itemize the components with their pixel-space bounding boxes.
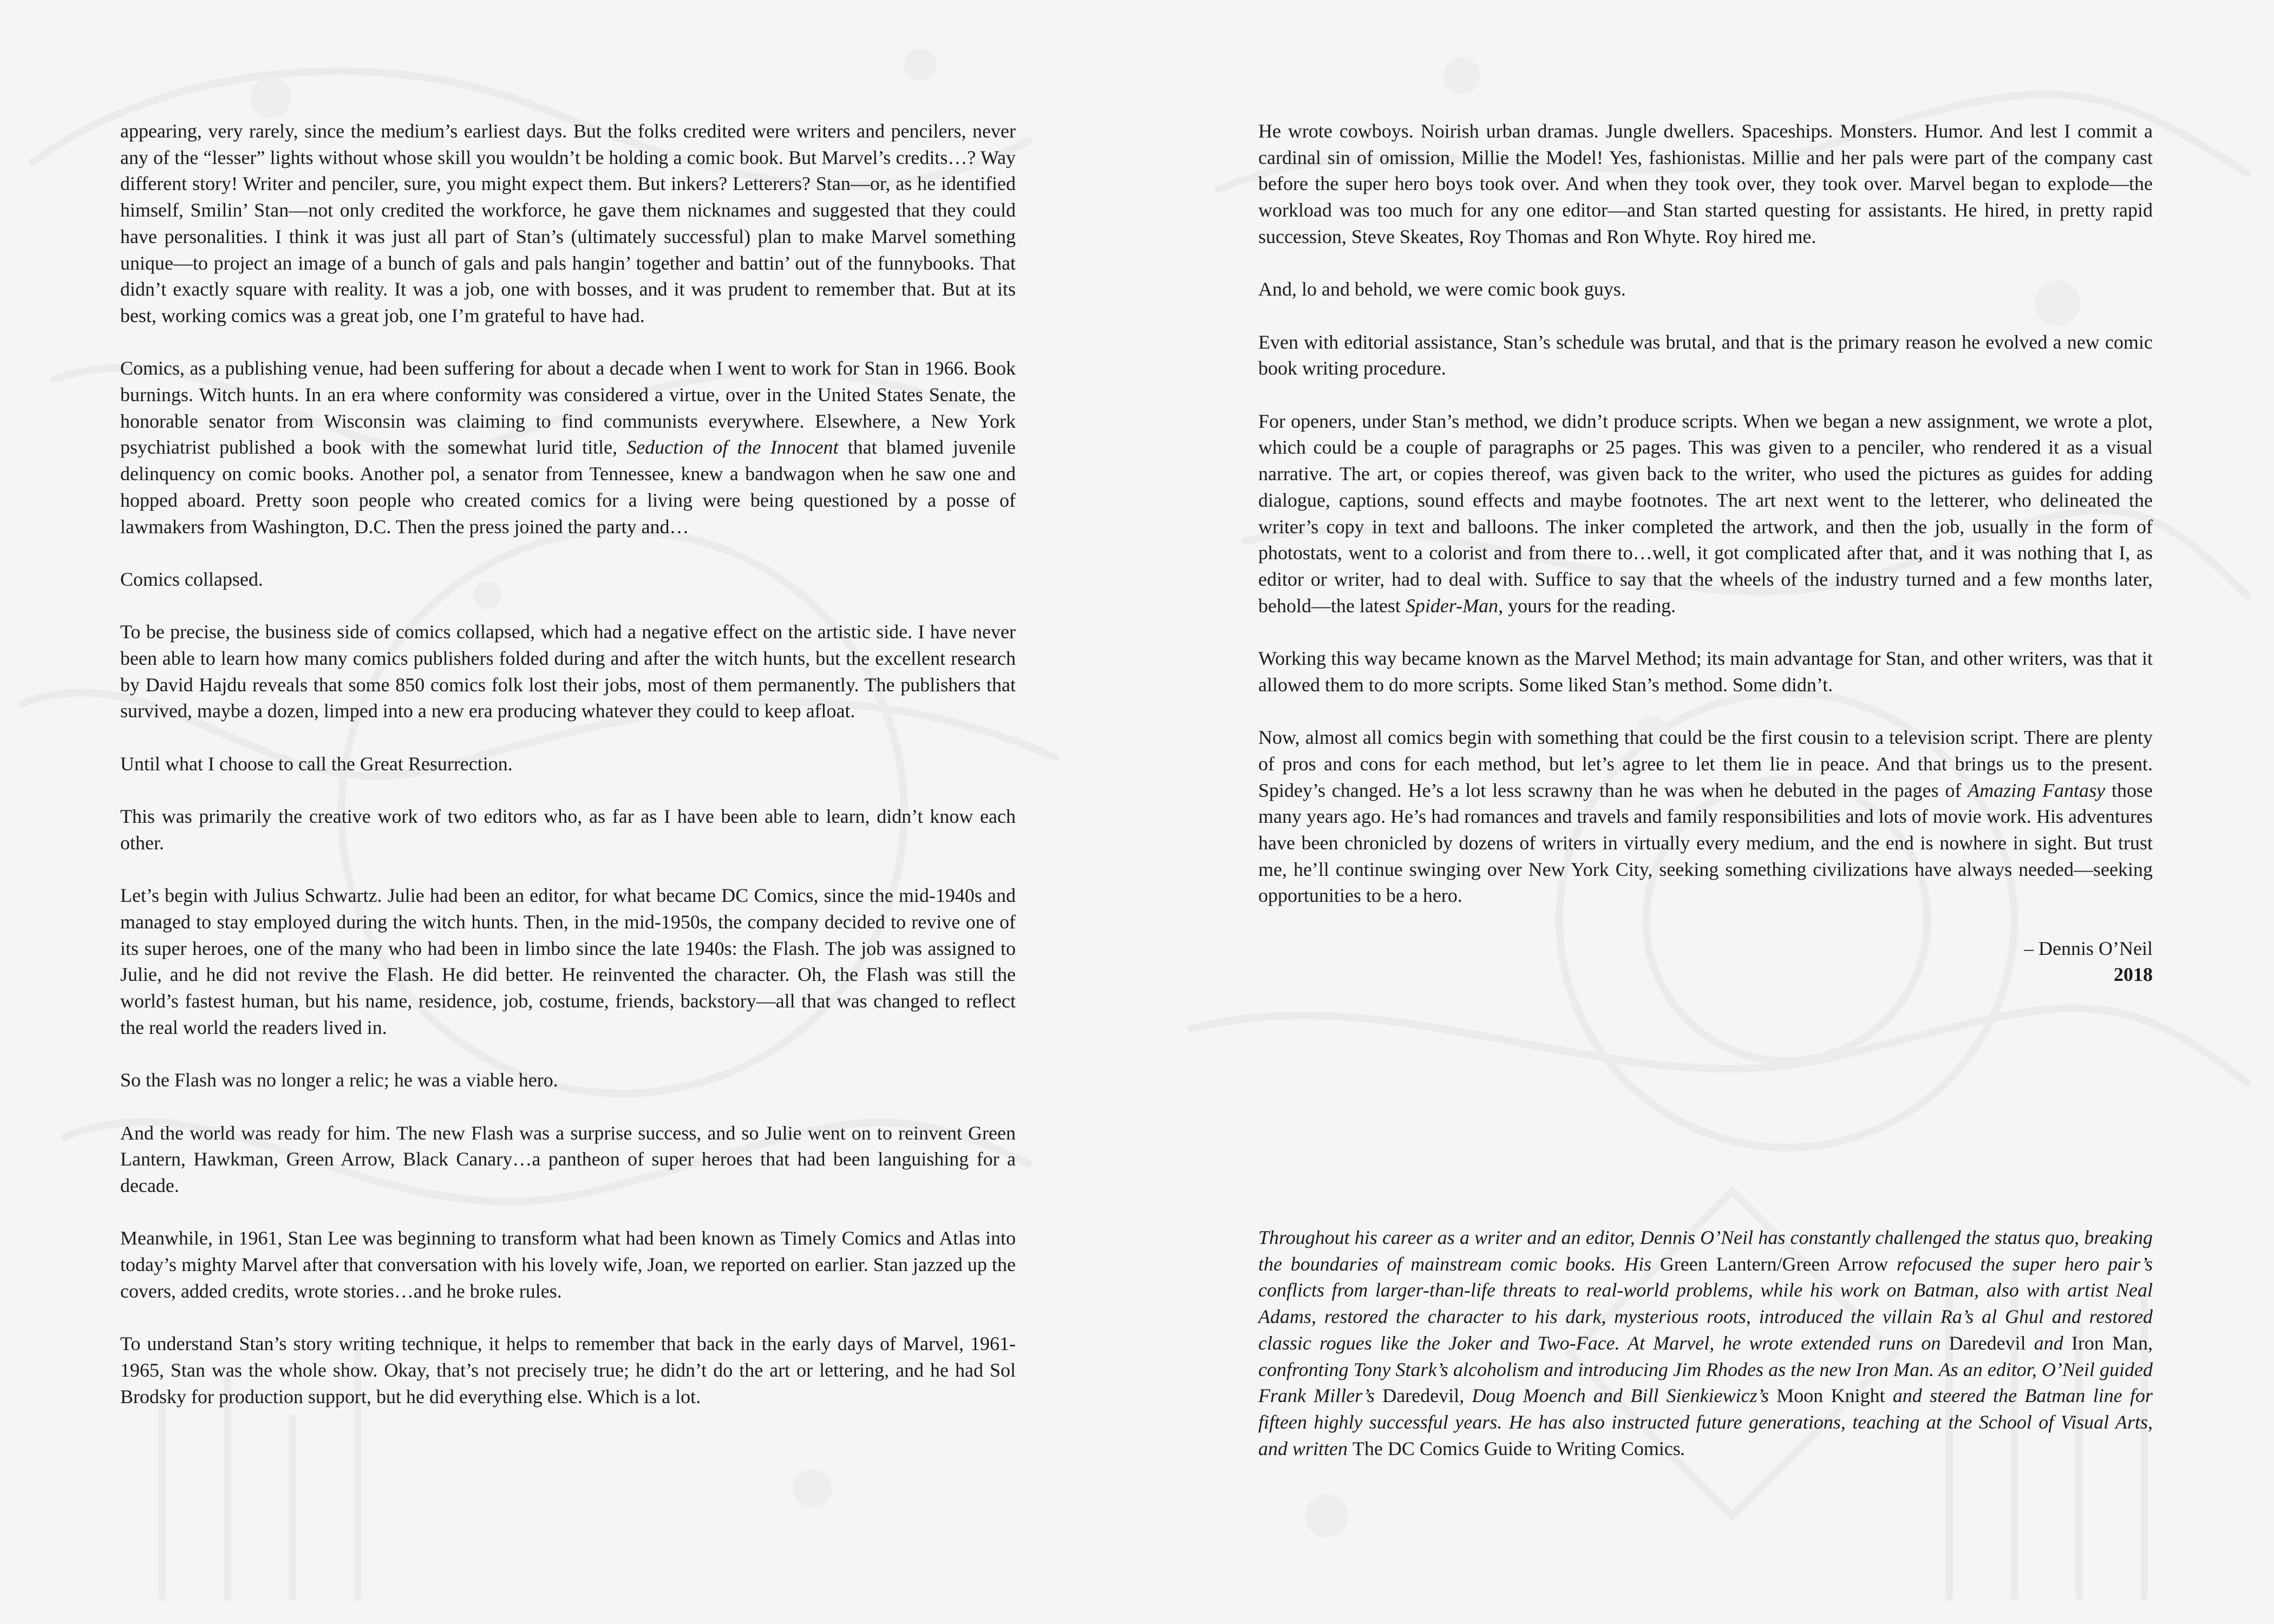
paragraph: appearing, very rarely, since the medium’s earliest days. But the folks credited were writers and pencilers, never any of the “lesser” lights without whose skill you wouldn’t be holding a comic book. But Marvel’s credits…? Way different story! Writer and penciler, sure, you might expect them. But inkers? Letterers? Stan—or, as he identified himself, Smilin’ Stan—not only credited the workforce, he gave them nicknames and suggested that they could have personalities. I think it was just all part of Stan’s (ultimately successful) plan to make Marvel something unique—to project an image of a bunch of gals and pals hangin’ together and battin’ out of the funnybooks. That didn’t exactly square with reality. It was a job, one with bosses, and it was prudent to remember that. But at its best, working comics was a great job, one I’m grateful to have had. bbox=[120, 120, 1016, 326]
book-title: Amazing Fantasy bbox=[1968, 779, 2106, 801]
paragraph: And the world was ready for him. The new Flash was a surprise success, and so Julie went on to reinvent Green Lantern, Hawkman, Green Arrow, Black Canary…a pantheon of super heroes that had been languishing for a decade. bbox=[120, 1122, 1016, 1196]
signature bbox=[1258, 935, 2153, 988]
left-column bbox=[120, 118, 1016, 1436]
signature-year: 2018 bbox=[2114, 964, 2153, 986]
paragraph: To understand Stan’s story writing technique, it helps to remember that back in the early days of Marvel, 1961-1965, Stan was the whole show. Okay, that’s not precisely true; he didn’t do the art or lettering, and he had Sol Brodsky for production support, but he did everything else. Which is a lot. bbox=[120, 1333, 1016, 1407]
paragraph: He wrote cowboys. Noirish urban dramas. Jungle dwellers. Spaceships. Monsters. Humor. And lest I commit a cardinal sin of omission, Millie the Model! Yes, fashionistas. Millie and her pals were part of the company cast before the super hero boys took over. And when they took over, they took over. Marvel began to explode—the workload was too much for any one editor—and Stan started questing for assistants. He hired, in pretty rapid succession, Steve Skeates, Roy Thomas and Ron Whyte. Roy hired me. bbox=[1258, 120, 2153, 247]
paragraph: Let’s begin with Julius Schwartz. Julie had been an editor, for what became DC Comics, since the mid-1940s and managed to stay employed during the witch hunts. Then, in the mid-1950s, the company decided to revive one of its super heroes, one of the many who had been in limbo since the late 1940s: the Flash. The job was assigned to Julie, and he did not revive the Flash. He did better. He reinvented the character. Oh, the Flash was still the world’s fastest human, but his name, residence, job, costume, friends, backstory—all that was changed to reflect the real world the readers lived in. bbox=[120, 885, 1016, 1038]
paragraph: Until what I choose to call the Great Resurrection. bbox=[120, 752, 513, 775]
paragraph: Meanwhile, in 1961, Stan Lee was beginning to transform what had been known as Timely Comics and Atlas into today’s mighty Marvel after that conversation with his lovely wife, Joan, we reported on earlier. Stan jazzed up the covers, added credits, wrote stories…and he broke rules. bbox=[120, 1227, 1016, 1302]
paragraph: Now, almost all comics begin with something that could be the first cousin to a television script. There are plenty of pros and cons for each method, but let’s agree to let them lie in peace. And that brings us to the present. Spidey’s changed. He’s a lot less scrawny than he was when he debuted in the pages of Amazing Fantasy those many years ago. He’s had romances and travels and family responsibilities and lots of movie work. His adventures have been chronicled by dozens of writers in virtually every medium, and the end is nowhere in sight. But trust me, he’ll continue swinging over New York City, seeking something civilizations have always needed—seeking opportunities to be a hero. bbox=[1258, 726, 2153, 907]
book-title: Spider-Man bbox=[1405, 594, 1499, 617]
paragraph: So the Flash was no longer a relic; he was a viable hero. bbox=[120, 1069, 558, 1091]
paragraph: Even with editorial assistance, Stan’s schedule was brutal, and that is the primary reason he evolved a new comic book writing procedure. bbox=[1258, 331, 2153, 379]
author-name: – Dennis O’Neil bbox=[2024, 937, 2153, 959]
paragraph: Comics collapsed. bbox=[120, 568, 263, 590]
paragraph: This was primarily the creative work of two editors who, as far as I have been able to learn, didn’t know each other. bbox=[120, 806, 1016, 854]
bio-paragraph: Throughout his career as a writer and an editor, Dennis O’Neil has constantly challenged the status quo, breaking the boundaries of mainstream comic books. His Green Lantern/Green Arrow refocused the super hero pair’s conflicts from larger-than-life threats to real-world problems, while his work on Batman, also with artist Neal Adams, restored the character to his dark, mysterious roots, introduced the villain Ra’s al Ghul and restored classic rogues like the Joker and Two-Face. At Marvel, he wrote extended runs on Daredevil and Iron Man, confronting Tony Stark’s alcoholism and introducing Jim Rhodes as the new Iron Man. As an editor, O’Neil guided Frank Miller’s Daredevil, Doug Moench and Bill Sienkiewicz’s Moon Knight and steered the Batman line for fifteen highly successful years. He has also instructed future generations, teaching at the School of Visual Arts, and written The DC Comics Guide to Writing Comics. bbox=[1258, 1227, 2153, 1459]
author-bio bbox=[1258, 1224, 2153, 1462]
right-column bbox=[1258, 118, 2153, 988]
book-title: Seduction of the Innocent bbox=[626, 436, 839, 459]
paragraph: To be precise, the business side of comics collapsed, which had a negative effect on the artistic side. I have never been able to learn how many comics publishers folded during and after the witch hunts, but the excellent research by David Hajdu reveals that some 850 comics folk lost their jobs, most of them permanently. The publishers that survived, maybe a dozen, limped into a new era producing whatever they could to keep afloat. bbox=[120, 621, 1016, 722]
paragraph: For openers, under Stan’s method, we didn’t produce scripts. When we began a new assignment, we wrote a plot, which could be a couple of paragraphs or 25 pages. This was given to a penciler, who rendered it as a visual narrative. The art, or copies thereof, was given back to the writer, who used the pictures as guides for adding dialogue, captions, sound effects and maybe footnotes. The art next went to the letterer, who delineated the writer’s copy in text and balloons. The inker completed the artwork, and then the job, usually in the form of photostats, went to a colorist and from there to…well, it got complicated after that, and it was nothing that I, as editor or writer, had to deal with. Suffice to say that the wheels of the industry turned and a few months later, behold—the latest Spider-Man, yours for the reading. bbox=[1258, 410, 2153, 617]
paragraph: And, lo and behold, we were comic book guys. bbox=[1258, 278, 1626, 300]
paragraph: Comics, as a publishing venue, had been suffering for about a decade when I went to work for Stan in 1966. Book burnings. Witch hunts. In an era where conformity was considered a virtue, over in the United States Senate, the honorable senator from Wisconsin was claiming to find communists everywhere. Elsewhere, a New York psychiatrist published a book with the somewhat lurid title, Seduction of the Innocent that blamed juvenile delinquency on comic books. Another pol, a senator from Tennessee, knew a bandwagon when he saw one and hopped aboard. Pretty soon people who created comics for a living were being questioned by a posse of lawmakers from Washington, D.C. Then the press joined the party and… bbox=[120, 357, 1016, 538]
paragraph: Working this way became known as the Marvel Method; its main advantage for Stan, and other writers, was that it allowed them to do more scripts. Some liked Stan’s method. Some didn’t. bbox=[1258, 647, 2153, 696]
